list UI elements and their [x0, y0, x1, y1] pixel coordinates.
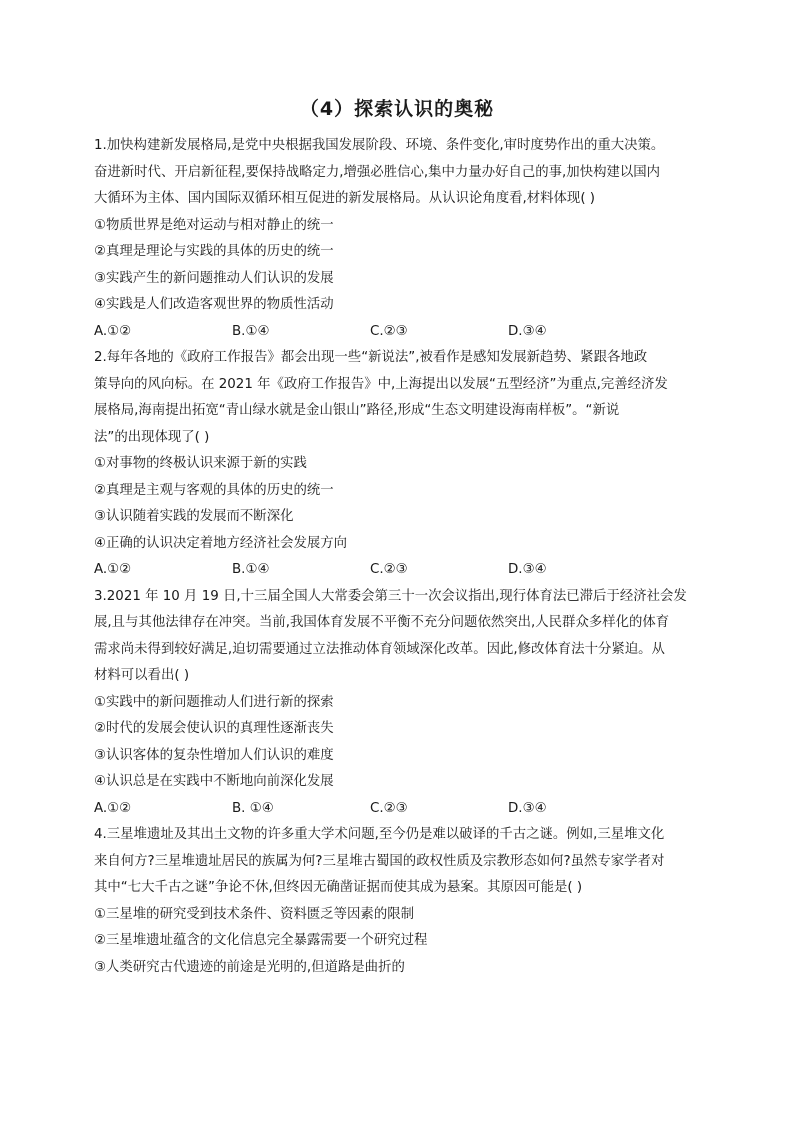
question-list: [94, 133, 714, 981]
statement-3: ③人类研究古代遗迹的前途是光明的,但道路是曲折的: [94, 959, 405, 975]
statement-2: ②真理是主观与客观的具体的历史的统一: [94, 482, 334, 498]
answer-options: [94, 319, 714, 346]
stem-line: 2.每年各地的《政府工作报告》都会出现一些“新说法”,被看作是感知发展新趋势、紧跟各地政: [94, 350, 648, 365]
option-c: C.②③: [370, 800, 408, 816]
option-a: A.①②: [94, 323, 132, 339]
question-stem: [94, 345, 714, 451]
stem-line: 其中“七大千古之谜”争论不休,但终因无确凿证据而使其成为悬案。其原因可能是( ): [94, 880, 583, 895]
stem-line: 大循环为主体、国内国际双循环相互促进的新发展格局。从认识论角度看,材料体现( ): [94, 191, 596, 206]
stem-line: 展格局,海南提出拓宽“青山绿水就是金山银山”路径,形成“生态文明建设海南样板”。“新说: [94, 403, 620, 418]
document-title: （4）探索认识的奥秘: [299, 98, 495, 120]
option-d: D.③④: [508, 800, 547, 816]
stem-line: 展,且与其他法律存在冲突。当前,我国体育发展不平衡不充分问题依然突出,人民群众多样化的体育: [94, 615, 670, 630]
option-c: C.②③: [370, 562, 408, 577]
option-c: C.②③: [370, 323, 408, 339]
statement-3: ③认识客体的复杂性增加人们认识的难度: [94, 747, 334, 763]
statement-1: ①三星堆的研究受到技术条件、资料匮乏等因素的限制: [94, 906, 414, 922]
answer-options: [94, 557, 714, 584]
option-b: B.①④: [232, 562, 270, 577]
statement-4: ④实践是人们改造客观世界的物质性活动: [94, 297, 334, 312]
statement-1: ①对事物的终极认识来源于新的实践: [94, 456, 307, 471]
option-a: A.①②: [94, 562, 132, 577]
answer-options: [94, 796, 714, 823]
option-b: B. ①④: [232, 800, 274, 816]
statement-4: ④认识总是在实践中不断地向前深化发展: [94, 774, 334, 789]
stem-line: 3.2021 年 10 月 19 日,十三届全国人大常委会第三十一次会议指出,现行体育法已滞后于经济社会发: [94, 588, 687, 604]
statement-4: ④正确的认识决定着地方经济社会发展方向: [94, 535, 348, 551]
stem-line: 策导向的风向标。在 2021 年《政府工作报告》中,上海提出以发展“五型经济”为重点,完善经济发: [94, 376, 668, 392]
question-2: [94, 345, 714, 584]
statement-3: ③认识随着实践的发展而不断深化: [94, 509, 294, 524]
option-d: D.③④: [508, 323, 547, 339]
stem-line: 需求尚未得到较好满足,迫切需要通过立法推动体育领域深化改革。因此,修改体育法十分紧迫。从: [94, 641, 665, 657]
option-d: D.③④: [508, 562, 547, 577]
stem-line: 奋进新时代、开启新征程,要保持战略定力,增强必胜信心,集中力量办好自己的事,加快构建以国内: [94, 164, 661, 180]
statement-2: ②时代的发展会使认识的真理性逐渐丧失: [94, 721, 334, 736]
statement-1: ①物质世界是绝对运动与相对静止的统一: [94, 217, 334, 233]
statement-3: ③实践产生的新问题推动人们认识的发展: [94, 270, 334, 286]
stem-line: 1.加快构建新发展格局,是党中央根据我国发展阶段、环境、条件变化,审时度势作出的重大决策。: [94, 138, 665, 153]
option-a: A.①②: [94, 800, 132, 816]
stem-line: 法”的出现体现了( ): [94, 429, 210, 445]
question-4: [94, 822, 714, 981]
statement-2: ②真理是理论与实践的具体的历史的统一: [94, 244, 334, 259]
statement-2: ②三星堆遗址蕴含的文化信息完全暴露需要一个研究过程: [94, 933, 428, 948]
question-3: [94, 584, 714, 823]
statement-1: ①实践中的新问题推动人们进行新的探索: [94, 694, 334, 710]
question-1: [94, 133, 714, 345]
stem-line: 来自何方?三星堆遗址居民的族属为何?三星堆古蜀国的政权性质及宗教形态如何?虽然专家学者对: [94, 853, 665, 869]
question-stem: [94, 133, 714, 213]
stem-line: 4.三星堆遗址及其出土文物的许多重大学术问题,至今仍是难以破译的千古之谜。例如,三星堆文化: [94, 827, 665, 842]
stem-line: 材料可以看出( ): [94, 668, 190, 683]
option-b: B.①④: [232, 323, 270, 339]
question-stem: [94, 584, 714, 690]
question-stem: [94, 822, 714, 902]
